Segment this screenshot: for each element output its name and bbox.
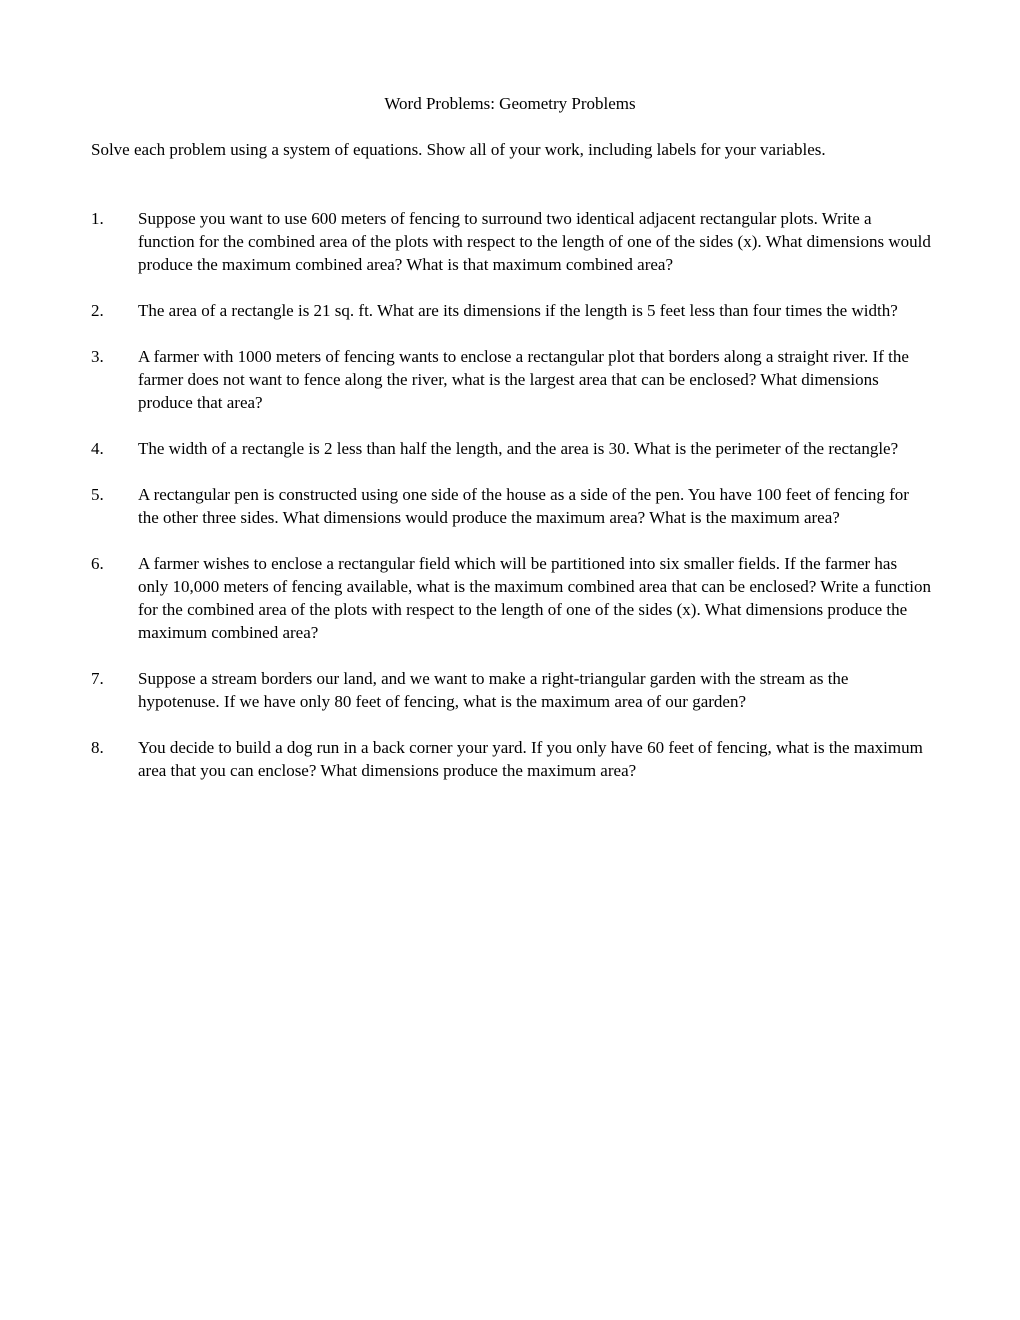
problem-list [91,207,931,805]
problem-number: 6. [91,554,104,573]
problem-text: Suppose a stream borders our land, and we want to make a right-triangular garden with the stream as the hypotenuse. If we have only 80 feet of fencing, what is the maximum area of our garden? [138,669,849,711]
problem-item [91,437,931,460]
problem-number: 2. [91,301,104,320]
problem-text: The width of a rectangle is 2 less than half the length, and the area is 30. What is the perimeter of the rectangle? [138,439,899,458]
problem-number: 8. [91,738,104,757]
problem-text: Suppose you want to use 600 meters of fencing to surround two identical adjacent rectangular plots. Write a function for the combined area of the plots with respect to the length of one of the sides (x). What dimensions would produce the maximum combined area? What is that maximum combined area? [138,209,931,274]
problem-number: 7. [91,669,104,688]
problem-item [91,345,931,414]
problem-text: A rectangular pen is constructed using one side of the house as a side of the pen. You have 100 feet of fencing for the other three sides. What dimensions would produce the maximum area? What is the maximum area? [138,485,909,527]
problem-item [91,207,931,276]
problem-item [91,299,931,322]
problem-item [91,667,931,713]
problem-text: The area of a rectangle is 21 sq. ft. What are its dimensions if the length is 5 feet less than four times the width? [138,301,898,320]
problem-number: 5. [91,485,104,504]
problem-item [91,736,931,782]
instructions: Solve each problem using a system of equations. Show all of your work, including labels for your variables. [91,140,826,159]
problem-text: A farmer with 1000 meters of fencing wants to enclose a rectangular plot that borders along a straight river. If the farmer does not want to fence along the river, what is the largest area that can be enclosed? What dimensions produce that area? [138,347,909,412]
page-title: Word Problems: Geometry Problems [384,94,636,113]
problem-number: 4. [91,439,104,458]
problem-number: 3. [91,347,104,366]
problem-item [91,552,931,644]
problem-number: 1. [91,209,104,228]
problem-item [91,483,931,529]
problem-text: A farmer wishes to enclose a rectangular field which will be partitioned into six smaller fields. If the farmer has only 10,000 meters of fencing available, what is the maximum combined area that can be enclosed? Write a function for the combined area of the plots with respect to the length of one of the sides (x). What dimensions produce the maximum combined area? [138,554,932,642]
problem-text: You decide to build a dog run in a back corner your yard. If you only have 60 feet of fencing, what is the maximum area that you can enclose? What dimensions produce the maximum area? [138,738,923,780]
